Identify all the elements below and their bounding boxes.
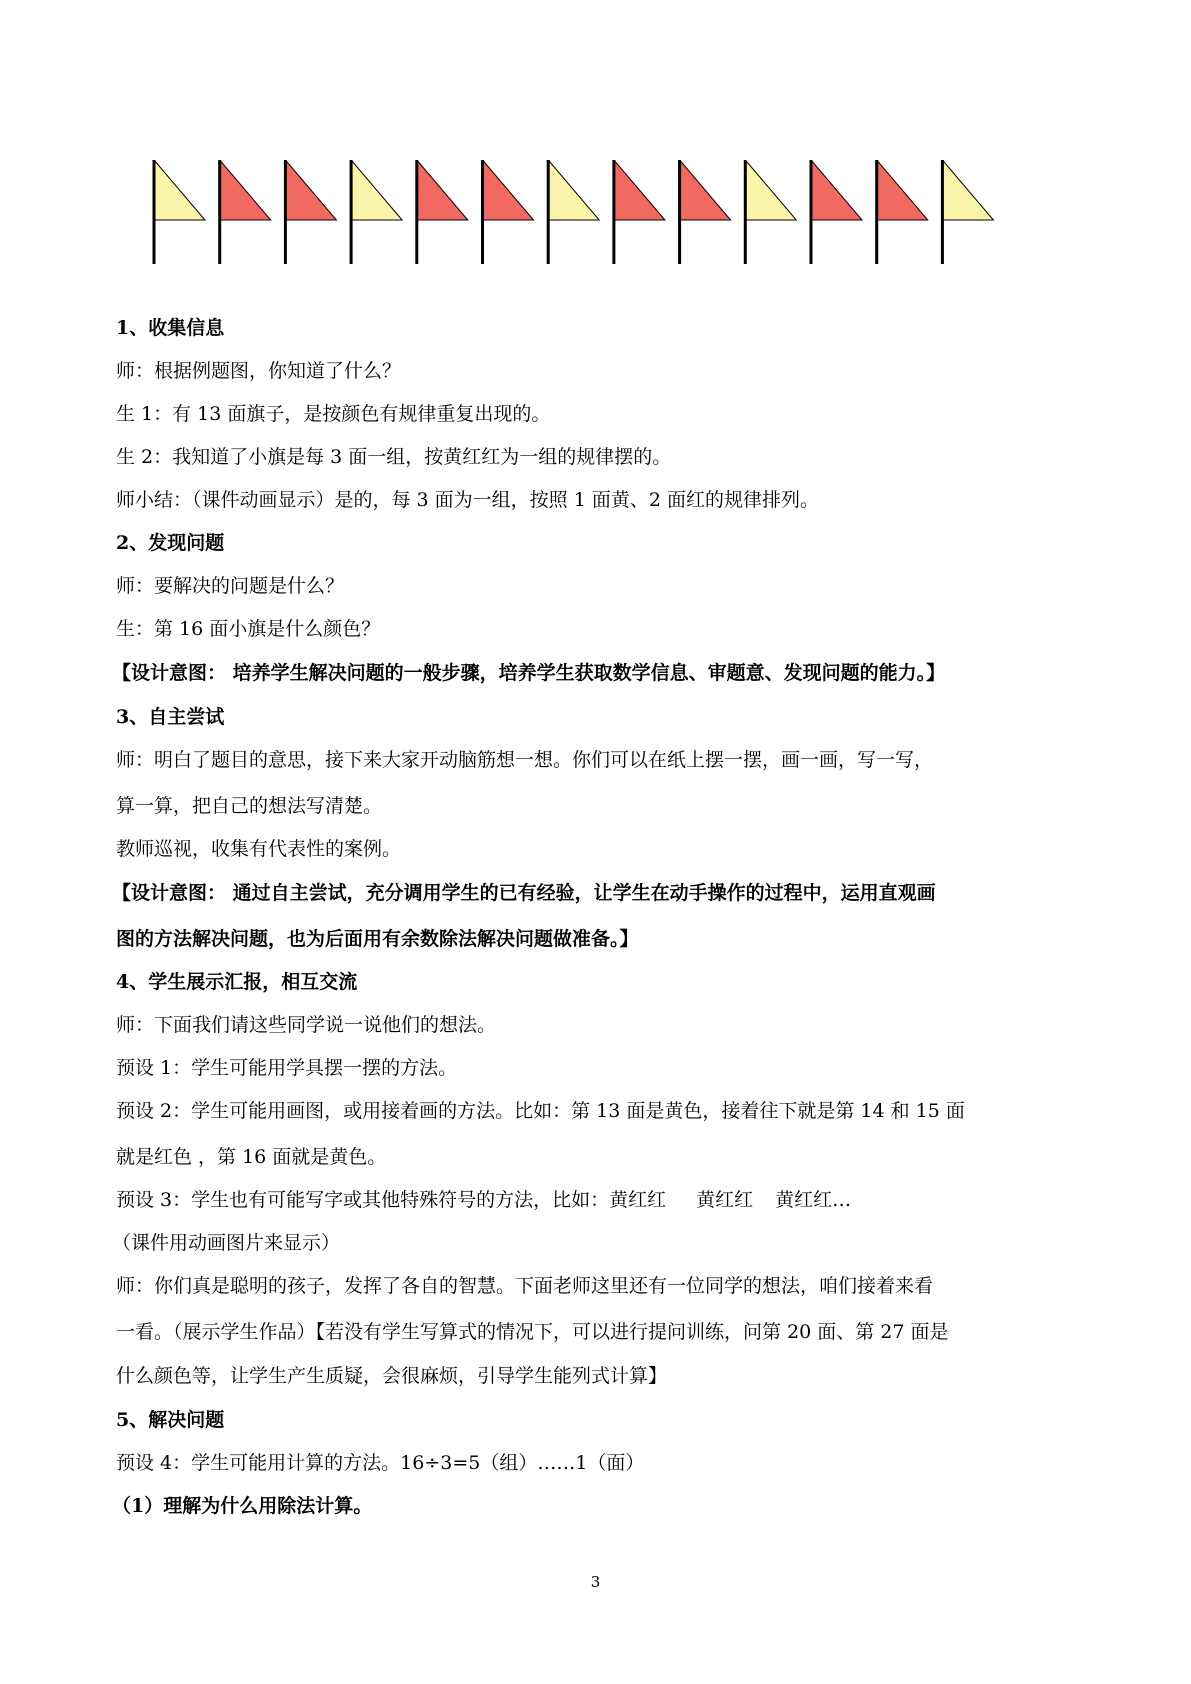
paragraph: 生 1：有 13 面旗子，是按颜色有规律重复出现的。 (116, 403, 551, 425)
paragraph: 师：根据例题图，你知道了什么？ (116, 360, 402, 382)
paragraph: 教师巡视，收集有代表性的案例。 (116, 838, 402, 860)
yellow-flag (942, 160, 993, 264)
yellow-flag (351, 160, 402, 264)
yellow-flag (745, 160, 796, 264)
heading-student-report: 4、学生展示汇报，相互交流 (116, 971, 358, 993)
paragraph: 师：下面我们请这些同学说一说他们的想法。 (116, 1014, 497, 1036)
red-flag-cloth (811, 160, 862, 220)
paragraph: （课件用动画图片来显示） (112, 1232, 341, 1254)
paragraph: 算一算，把自己的想法写清楚。 (116, 795, 383, 817)
yellow-flag-cloth (942, 160, 993, 220)
paragraph-text: 预设 3：学生也有可能写字或其他特殊符号的方法，比如：黄红红 (116, 1189, 667, 1211)
red-flag-cloth (417, 160, 468, 220)
paragraph: 师：你们真是聪明的孩子，发挥了各自的智慧。下面老师这里还有一位同学的想法，咱们接着来看 (116, 1275, 934, 1297)
red-flag (680, 160, 731, 264)
red-flag (417, 160, 468, 264)
paragraph: 预设 4：学生可能用计算的方法。16÷3=5（组）……1（面） (116, 1452, 645, 1474)
red-flag-cloth (483, 160, 534, 220)
paragraph: 生 2：我知道了小旗是每 3 面一组，按黄红红为一组的规律摆的。 (116, 446, 672, 468)
design-intent-note: 图的方法解决问题，也为后面用有余数除法解决问题做准备。】 (116, 928, 639, 950)
red-flag (614, 160, 665, 264)
paragraph: 一看。（展示学生作品）【若没有学生写算式的情况下，可以进行提问训练，问第 20 面、第 27 面是 (116, 1321, 949, 1343)
example-text: 黄红红… (775, 1189, 852, 1211)
red-flag (877, 160, 928, 264)
red-flag-cloth (877, 160, 928, 220)
yellow-flag (154, 160, 205, 264)
heading-find-problem: 2、发现问题 (116, 532, 225, 554)
paragraph: 师小结：（课件动画显示）是的，每 3 面为一组，按照 1 面黄、2 面红的规律排列。 (116, 489, 819, 511)
yellow-flag-cloth (745, 160, 796, 220)
paragraph: 什么颜色等，让学生产生质疑，会很麻烦，引导学生能列式计算】 (116, 1365, 668, 1387)
red-flag (483, 160, 534, 264)
design-intent-note: 【设计意图： 通过自主尝试，充分调用学生的已有经验，让学生在动手操作的过程中，运用直观画 (112, 882, 936, 904)
yellow-flag (548, 160, 599, 264)
red-flag-cloth (220, 160, 271, 220)
paragraph-with-examples (116, 1188, 851, 1212)
page-number: 3 (590, 1573, 601, 1591)
paragraph: 师：明白了题目的意思，接下来大家开动脑筋想一想。你们可以在纸上摆一摆，画一画，写一写， (116, 749, 934, 771)
paragraph: 师：要解决的问题是什么？ (116, 575, 345, 597)
paragraph: 预设 1：学生可能用学具摆一摆的方法。 (116, 1057, 458, 1079)
example-text: 黄红红 (696, 1189, 754, 1211)
flag-row-illustration (150, 160, 1010, 270)
red-flag-cloth (680, 160, 731, 220)
paragraph: 预设 2：学生可能用画图，或用接着画的方法。比如：第 13 面是黄色，接着往下就是第 14 和 15 面 (116, 1100, 965, 1122)
yellow-flag-cloth (154, 160, 205, 220)
red-flag (811, 160, 862, 264)
red-flag-cloth (614, 160, 665, 220)
heading-collect-info: 1、收集信息 (116, 317, 225, 339)
red-flag (220, 160, 271, 264)
red-flag (285, 160, 336, 264)
sub-heading: （1）理解为什么用除法计算。 (112, 1495, 373, 1517)
design-intent-note: 【设计意图： 培养学生解决问题的一般步骤，培养学生获取数学信息、审题意、发现问题的能力。】 (112, 662, 946, 684)
red-flag-cloth (285, 160, 336, 220)
paragraph: 就是红色 ，第 16 面就是黄色。 (116, 1146, 387, 1168)
heading-solve-problem: 5、解决问题 (116, 1409, 225, 1431)
yellow-flag-cloth (548, 160, 599, 220)
yellow-flag-cloth (351, 160, 402, 220)
paragraph: 生：第 16 面小旗是什么颜色？ (116, 618, 381, 640)
heading-self-attempt: 3、自主尝试 (116, 706, 225, 728)
